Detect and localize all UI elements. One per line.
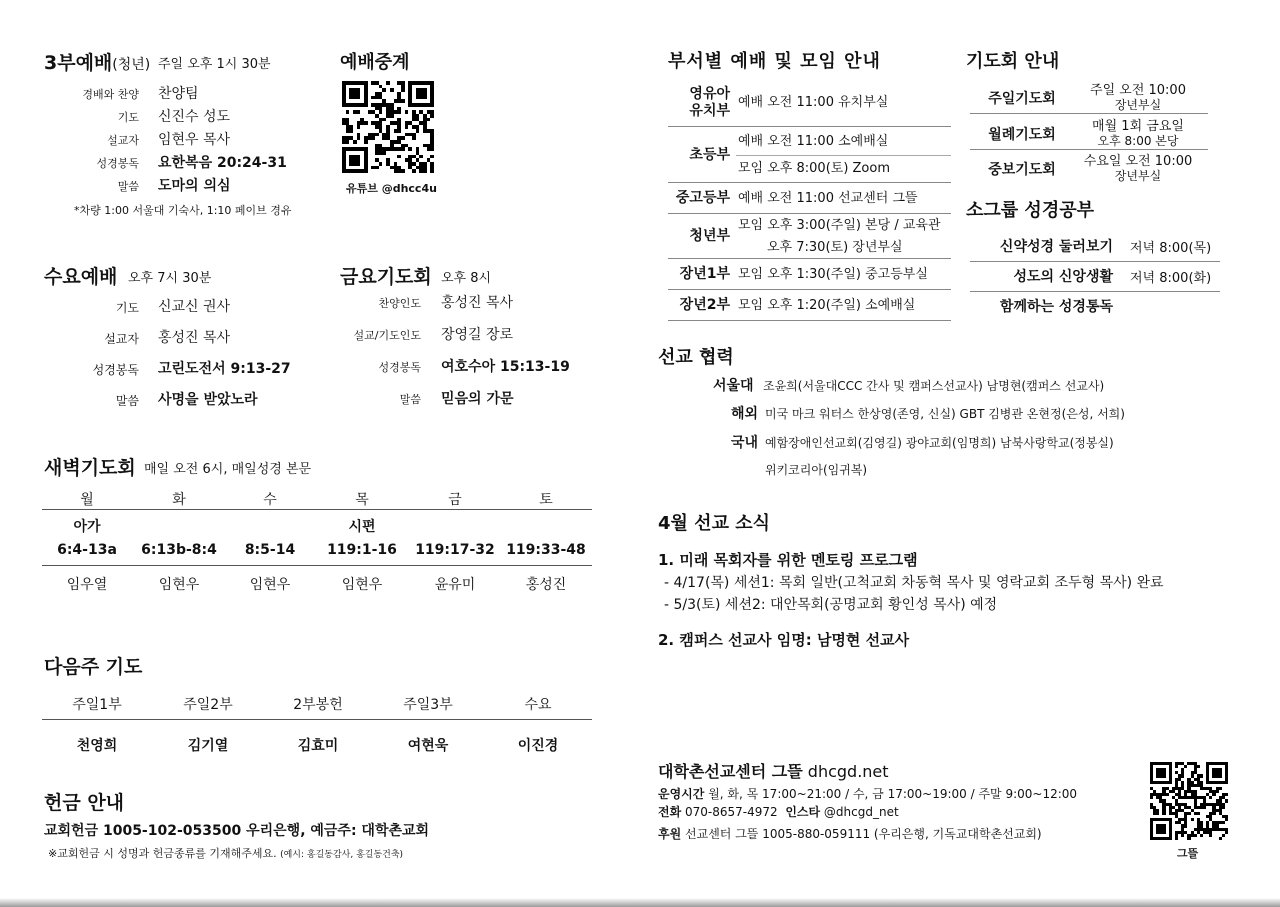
service3-value-0: 찬양팀 [158,86,199,102]
page-bottom-edge [0,898,1280,907]
dawn-subtitle: 매일 오전 6시, 매일성경 본문 [144,462,312,477]
friday-title: 금요기도회 [340,266,432,288]
offering-note: ※교회헌금 시 성명과 헌금종류를 기재해주세요. (예시: 홍길동감사, 홍길동건축) [48,847,404,860]
dept-line-0-0: 예배 오전 11:00 유치부실 [738,95,889,110]
wednesday-title: 수요예배 [44,266,118,288]
center-qr-caption: 그뜰 [1177,847,1199,860]
small-group-name-1: 성도의 신앙생활 [1013,269,1113,285]
next-prayer-name-4: 이진경 [517,738,559,754]
next-prayer-name-2: 김효미 [297,738,339,754]
friday-label-1: 설교/기도인도 [353,329,421,342]
prayer-meeting-place-0: 장년부실 [1114,98,1162,112]
next-prayer-header-2: 2부봉헌 [293,697,343,713]
prayer-meeting-place-1: 오후 8:00 본당 [1097,134,1179,148]
mission-domestic: 예함장애인선교회(김영길) 광야교회(임명희) 남북사랑학교(정봉실) [765,436,1114,450]
prayer-meeting-time-2: 수요일 오전 10:00 [1083,154,1193,169]
dept-name-4-line-0: 장년1부 [679,266,730,282]
dept-divider-5 [668,320,951,321]
dawn-leader-5: 홍성진 [525,577,567,593]
service3-title: 3부예배(청년) [44,52,151,74]
dept-line-1-0: 예배 오전 11:00 소예배실 [738,134,889,149]
dawn-leader-1: 임현우 [158,577,200,593]
dept-name-5 [680,291,730,320]
dawn-passage-3: 119:1-16 [327,542,397,558]
service3-label-2: 설교자 [107,134,139,147]
center-contact: 전화 070-8657-4972 인스타 @dhcgd_net [658,805,899,819]
dawn-leader-4: 윤유미 [434,577,476,593]
prayer-meeting-name-0: 주일기도회 [988,91,1056,107]
prayer-meeting-time-0: 주일 오전 10:00 [1090,83,1186,98]
prayer-meeting-name-2: 중보기도회 [988,162,1056,178]
dept-name-3 [689,215,730,258]
mission-domestic-2: 위키코리아(임귀복) [765,463,868,477]
mission-domestic-label: 국내 [731,435,759,451]
mission-title: 선교 협력 [658,347,734,368]
dept-divider-0 [668,126,951,127]
mission-seoul: 조윤희(서울대CCC 간사 및 캠퍼스선교사) 남명현(캠퍼스 선교사) [763,379,1105,393]
dept-divider-3 [668,258,951,259]
service3-label-0: 경배와 찬양 [82,88,139,101]
small-group-name-0: 신약성경 둘러보기 [999,239,1113,255]
news-item1-a: - 4/17(목) 세션1: 목회 일반(고척교회 차동혁 목사 및 영락교회 조두형 목사) 완료 [664,575,1164,591]
dept-name-1 [689,128,730,182]
service3-label-4: 말씀 [117,180,139,193]
news-item2: 2. 캠퍼스 선교사 임명: 남명현 선교사 [658,631,910,649]
service3-value-2: 임현우 목사 [158,132,231,148]
dawn-leader-0: 임우열 [66,577,108,593]
friday-value-0: 홍성진 목사 [441,295,514,311]
dept-line-4-0: 모임 오후 1:30(주일) 중고등부실 [738,267,928,282]
dept-line-5-0: 모임 오후 1:20(주일) 소예배실 [738,298,916,313]
friday-value-2: 여호수아 15:13-19 [441,359,570,375]
next-prayer-name-0: 천영희 [76,738,118,754]
next-prayer-header-4: 수요 [524,697,552,713]
service3-value-3: 요한복음 20:24-31 [158,155,287,171]
offering-title: 헌금 안내 [44,792,125,814]
small-group-time-0: 저녁 8:00(목) [1130,241,1212,256]
friday-label-2: 성경봉독 [378,361,421,374]
wednesday-value-1: 홍성진 목사 [158,330,231,346]
wednesday-value-0: 신교신 권사 [158,299,231,315]
service3-label-1: 기도 [117,111,139,124]
next-prayer-header-3: 주일3부 [403,697,453,713]
prayer-meeting-place-2: 장년부실 [1114,169,1162,183]
wednesday-label-2: 성경봉독 [92,363,139,377]
dawn-day-0: 월 [80,492,94,508]
dawn-day-4: 금 [448,492,462,508]
friday-value-3: 믿음의 가문 [441,391,514,407]
dawn-day-1: 화 [172,492,186,508]
small-group-name-2: 함께하는 성경통독 [999,299,1113,315]
dept-name-1-line-0: 초등부 [689,146,730,163]
dept-line-3-1: 오후 7:30(토) 장년부실 [767,239,903,255]
small-group-divider-1 [970,291,1220,292]
dept-name-0-line-1: 유치부 [689,103,730,119]
broadcast-title: 예배중계 [340,52,410,73]
dawn-passage-1: 6:13b-8:4 [141,542,217,558]
dawn-title: 새벽기도회 [44,457,136,479]
friday-time: 오후 8시 [441,271,492,286]
dept-line-2-0: 예배 오전 11:00 선교센터 그뜰 [738,191,918,206]
service3-value-4: 도마의 의심 [158,178,231,194]
next-prayer-name-1: 김기열 [187,738,229,754]
prayer-meeting-time-1: 매월 1회 금요일 [1092,119,1184,134]
dawn-passage-4: 119:17-32 [415,542,495,558]
dawn-book-1: 아가 [73,519,101,535]
friday-value-1: 장영길 장로 [441,327,514,343]
small-group-divider-0 [970,261,1220,262]
mission-abroad: 미국 마크 워터스 한상영(존영, 신실) GBT 김병관 온현정(은성, 서희) [765,407,1125,421]
center-title: 대학촌선교센터 그뜰 dhcgd.net [658,762,889,781]
qr-module [430,169,434,173]
dawn-day-2: 수 [263,492,277,508]
broadcast-caption: 유튜브 @dhcc4u [346,182,437,195]
next-prayer-header-0: 주일1부 [72,697,122,713]
news-title: 4월 선교 소식 [658,513,770,534]
youtube-qr-code[interactable] [342,81,434,173]
dawn-passage-0: 6:4-13a [57,542,117,558]
dept-line-3-0: 모임 오후 3:00(주일) 본당 / 교육관 [738,218,941,233]
dawn-divider-bottom [42,565,592,566]
next-prayer-divider [42,719,592,720]
center-support: 후원 선교센터 그뜰 1005-880-059111 (우리은행, 기독교대학촌선교회) [658,827,1042,841]
dept-name-2 [676,184,730,213]
news-item1: 1. 미래 목회자를 위한 멘토링 프로그램 [658,551,918,569]
service3-label-3: 성경봉독 [96,157,139,170]
small-group-title: 소그룹 성경공부 [966,200,1094,221]
dawn-passage-5: 119:33-48 [506,542,586,558]
center-hours: 운영시간 월, 화, 목 17:00~21:00 / 수, 금 17:00~19:00 / 주말 9:00~12:00 [658,787,1078,801]
prayer-meeting-name-1: 월례기도회 [988,127,1056,143]
dept-name-3-line-0: 청년부 [689,228,730,244]
dawn-book-2: 시편 [348,519,376,535]
service3-note: *차량 1:00 서울대 기숙사, 1:10 페이브 경유 [74,204,292,217]
dawn-leader-3: 임현우 [341,577,383,593]
wednesday-label-1: 설교자 [104,332,139,346]
dept-divider-2 [668,213,951,214]
prayer-meetings-title: 기도회 안내 [966,51,1060,72]
dept-divider-4 [668,289,951,290]
center-qr-code[interactable] [1150,762,1228,840]
wednesday-value-3: 사명을 받았노라 [158,392,258,408]
wednesday-time: 오후 7시 30분 [128,271,212,286]
next-prayer-header-1: 주일2부 [183,697,233,713]
dept-line-1-1: 모임 오후 8:00(토) Zoom [738,161,891,176]
service3-time: 주일 오후 1시 30분 [158,57,271,72]
dawn-day-5: 토 [539,492,553,508]
next-prayer-title: 다음주 기도 [44,656,143,678]
offering-account: 교회헌금 1005-102-053500 우리은행, 예금주: 대학촌교회 [44,823,430,839]
wednesday-value-2: 고린도전서 9:13-27 [158,361,291,377]
dept-divider-1 [668,182,951,183]
service3-value-1: 신진수 성도 [158,109,231,125]
dept-title: 부서별 예배 및 모임 안내 [668,51,881,72]
wednesday-label-0: 기도 [115,301,139,315]
wednesday-label-3: 말씀 [115,394,139,408]
dept-name-0 [689,80,730,126]
next-prayer-name-3: 여현욱 [407,738,449,754]
dept-name-4 [680,260,730,289]
friday-label-3: 말씀 [399,393,421,406]
dawn-divider-top [42,509,592,510]
mission-abroad-label: 해외 [731,406,759,422]
small-group-time-1: 저녁 8:00(화) [1130,271,1212,286]
dept-name-0-line-0: 영유아 [689,86,730,102]
dawn-passage-2: 8:5-14 [244,542,296,558]
dawn-leader-2: 임현우 [249,577,291,593]
friday-label-0: 찬양인도 [378,297,421,310]
dept-name-5-line-0: 장년2부 [679,297,730,313]
qr-module [1225,837,1228,840]
dept-name-2-line-0: 중고등부 [675,190,730,206]
dawn-day-3: 목 [355,492,369,508]
news-item1-b: - 5/3(토) 세션2: 대안목회(공명교회 황인성 목사) 예정 [664,597,998,613]
mission-seoul-label: 서울대 [713,378,754,394]
prayer-meeting-divider-0 [970,113,1208,114]
